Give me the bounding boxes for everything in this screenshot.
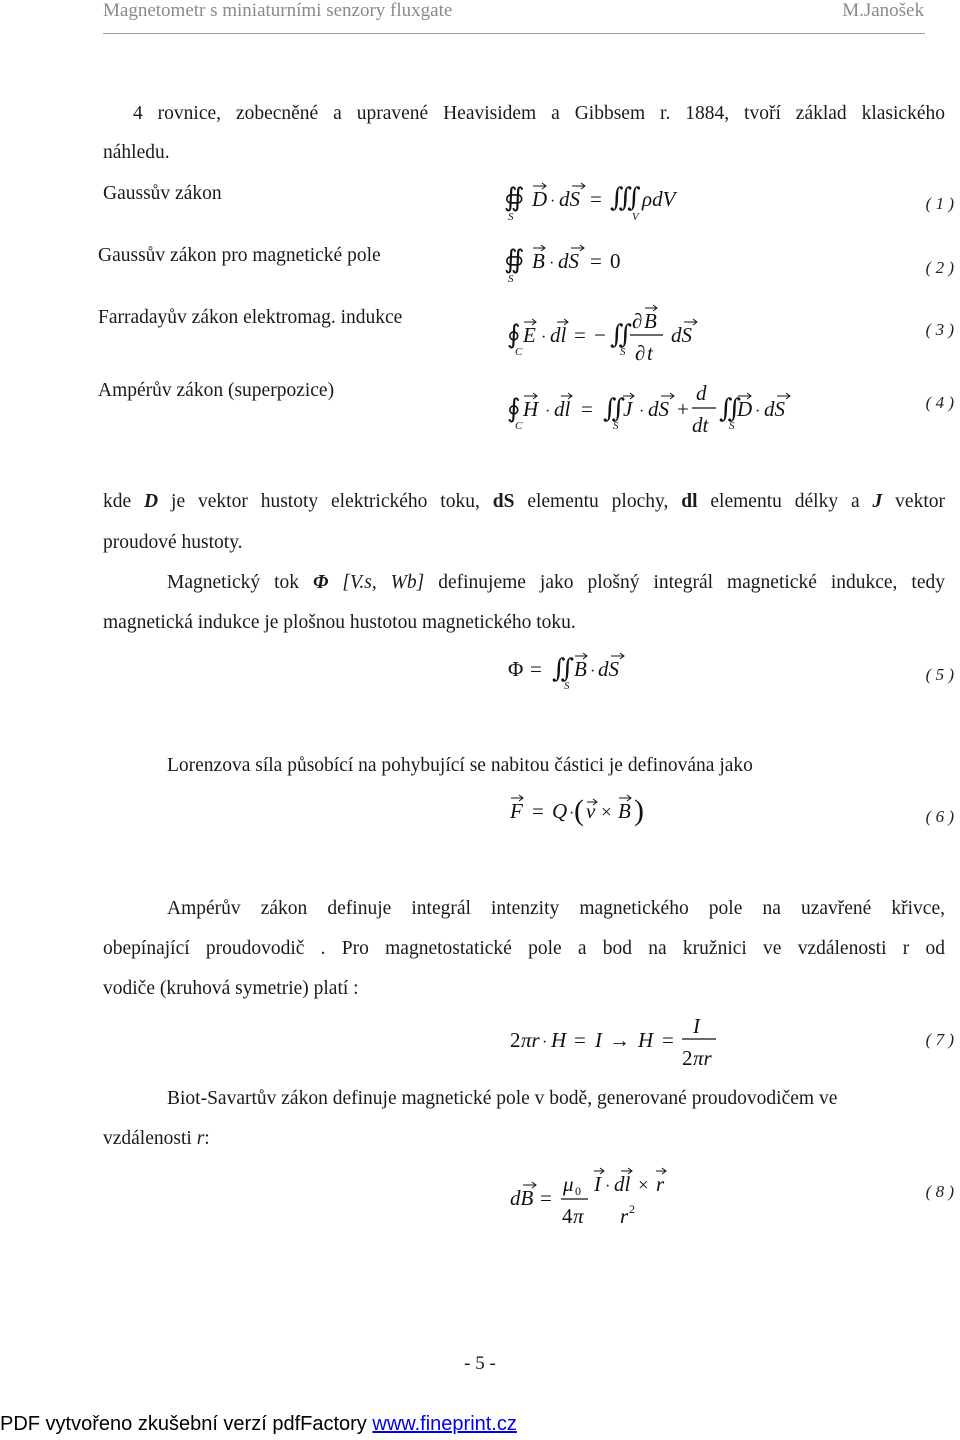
pdf-footer bbox=[0, 1413, 517, 1436]
svg-text:E: E bbox=[523, 323, 536, 347]
svg-text:C: C bbox=[515, 420, 523, 432]
para5-line-2: vzdálenosti r: bbox=[103, 1128, 210, 1149]
svg-text:×: × bbox=[601, 802, 612, 823]
svg-text:F: F bbox=[510, 799, 523, 823]
svg-text:∯: ∯ bbox=[504, 245, 525, 274]
svg-text:H: H bbox=[523, 397, 539, 421]
para2-line-2: magnetická indukce je plošnou hustotou magnetického toku. bbox=[103, 612, 576, 633]
intro-line-1: 4 rovnice, zobecněné a upravené Heavisidem a Gibbsem r. 1884, tvoří základ klasického bbox=[133, 103, 945, 124]
equation-7 bbox=[508, 1013, 728, 1073]
svg-text:B: B bbox=[532, 249, 545, 273]
svg-text:0: 0 bbox=[575, 1184, 581, 1198]
svg-text:v: v bbox=[586, 799, 596, 823]
eq7-number: ( 7 ) bbox=[925, 1030, 954, 1049]
svg-text:∬: ∬ bbox=[719, 394, 742, 423]
para5-line-1: Biot-Savartův zákon definuje magnetické pole v bodě, generované proudovodičem ve bbox=[167, 1088, 838, 1109]
footer-link[interactable]: www.fineprint.cz bbox=[372, 1413, 517, 1435]
svg-text:−: − bbox=[594, 323, 606, 347]
svg-text:S: S bbox=[620, 346, 626, 358]
equation-6 bbox=[508, 788, 648, 838]
svg-text:J: J bbox=[623, 397, 633, 421]
svg-text:V: V bbox=[632, 211, 639, 223]
svg-text:S: S bbox=[729, 420, 735, 432]
svg-text:·: · bbox=[545, 403, 551, 420]
svg-text:·: · bbox=[549, 255, 555, 272]
para2-line-1: Magnetický tok Φ [V.s, Wb] definujeme jako plošný integrál magnetické indukce, tedy bbox=[167, 572, 945, 593]
svg-text:πr: πr bbox=[693, 1046, 712, 1070]
svg-text:dl: dl bbox=[614, 1172, 631, 1196]
svg-text:·: · bbox=[569, 805, 575, 822]
svg-text:∂: ∂ bbox=[632, 309, 643, 333]
intro-line-2: náhledu. bbox=[103, 142, 170, 163]
eq1-label: Gaussův zákon bbox=[103, 183, 222, 204]
svg-text:=: = bbox=[530, 657, 542, 681]
svg-text:H: H bbox=[551, 1028, 567, 1052]
svg-text:∯: ∯ bbox=[504, 183, 525, 212]
eq2-number: ( 2 ) bbox=[925, 258, 954, 277]
svg-text:C: C bbox=[515, 346, 523, 358]
para4-line-2: obepínající proudovodič . Pro magnetostatické pole a bod na kružnici ve vzdálenosti r od bbox=[103, 938, 945, 959]
svg-text:πr: πr bbox=[521, 1028, 540, 1052]
svg-text:dS: dS bbox=[598, 657, 619, 681]
svg-text:Q: Q bbox=[552, 799, 568, 823]
svg-text:d: d bbox=[696, 381, 707, 405]
svg-text:·: · bbox=[639, 403, 645, 420]
svg-text:t: t bbox=[647, 341, 653, 365]
svg-text:=: = bbox=[540, 1186, 552, 1210]
eq3-number: ( 3 ) bbox=[925, 320, 954, 339]
svg-text:∮: ∮ bbox=[507, 394, 521, 423]
svg-text:+: + bbox=[677, 397, 689, 421]
svg-text:∬: ∬ bbox=[552, 654, 575, 683]
svg-text:S: S bbox=[564, 680, 570, 692]
svg-text:B: B bbox=[574, 657, 587, 681]
svg-text:∬: ∬ bbox=[603, 394, 626, 423]
svg-text:·: · bbox=[542, 1034, 548, 1051]
svg-text:·: · bbox=[550, 193, 556, 210]
svg-text:=: = bbox=[590, 249, 602, 273]
svg-text:I: I bbox=[595, 1028, 602, 1052]
eq1-number: ( 1 ) bbox=[925, 194, 954, 213]
para4-line-3: vodiče (kruhová symetrie) platí : bbox=[103, 978, 359, 999]
svg-text:=: = bbox=[532, 799, 544, 823]
svg-text:=: = bbox=[574, 323, 586, 347]
svg-text:π: π bbox=[573, 1204, 584, 1228]
svg-text:4: 4 bbox=[562, 1204, 573, 1228]
para4-line-1: Ampérův zákon definuje integrál intenzity magnetického pole na uzavřené křivce, bbox=[167, 898, 945, 919]
svg-text:): ) bbox=[634, 794, 644, 827]
svg-text:I: I bbox=[594, 1172, 601, 1196]
document-title: Magnetometr s miniaturními senzory fluxgate bbox=[103, 0, 453, 21]
svg-text:B: B bbox=[644, 309, 657, 333]
svg-text:dS: dS bbox=[671, 323, 692, 347]
svg-text:D: D bbox=[737, 397, 753, 421]
svg-text:dS: dS bbox=[764, 397, 785, 421]
svg-text:=: = bbox=[581, 397, 593, 421]
svg-text:∭: ∭ bbox=[610, 183, 641, 212]
svg-text:2: 2 bbox=[629, 1202, 635, 1216]
eq4-label: Ampérův zákon (superpozice) bbox=[98, 380, 335, 401]
svg-text:r: r bbox=[656, 1172, 665, 1196]
svg-text:∮: ∮ bbox=[507, 320, 521, 349]
equation-5 bbox=[508, 648, 638, 698]
svg-text:r: r bbox=[620, 1204, 629, 1228]
svg-text:dt: dt bbox=[692, 413, 709, 437]
svg-text:·: · bbox=[541, 329, 547, 346]
equation-4 bbox=[505, 372, 805, 442]
document-author: M.Janošek bbox=[842, 0, 924, 21]
svg-text:=: = bbox=[574, 1028, 586, 1052]
eq4-number: ( 4 ) bbox=[925, 393, 954, 412]
svg-text:D: D bbox=[532, 187, 548, 211]
svg-text:2: 2 bbox=[682, 1046, 693, 1070]
svg-text:S: S bbox=[508, 211, 514, 223]
equation-3 bbox=[505, 298, 725, 368]
svg-text:dS: dS bbox=[559, 187, 580, 211]
svg-text:=: = bbox=[590, 187, 602, 211]
svg-text:(: ( bbox=[574, 794, 584, 827]
svg-text:∬: ∬ bbox=[610, 320, 633, 349]
svg-text:·: · bbox=[590, 663, 596, 680]
para1-line-2: proudové hustoty. bbox=[103, 532, 243, 553]
svg-text:ρdV: ρdV bbox=[642, 187, 676, 211]
para3-line-1: Lorenzova síla působící na pohybující se nabitou částici je definována jako bbox=[167, 755, 753, 776]
svg-text:S: S bbox=[613, 420, 619, 432]
svg-text:·: · bbox=[755, 403, 761, 420]
equation-2 bbox=[500, 238, 640, 288]
equation-8 bbox=[508, 1163, 698, 1233]
eq5-number: ( 5 ) bbox=[925, 665, 954, 684]
svg-text:B: B bbox=[618, 799, 631, 823]
para1-line-1: kde D je vektor hustoty elektrického toku, dS elementu plochy, dl elementu délky a J vektor bbox=[103, 491, 945, 512]
svg-text:dl: dl bbox=[550, 323, 567, 347]
eq2-label: Gaussův zákon pro magnetické pole bbox=[98, 245, 381, 266]
page-number: - 5 - bbox=[464, 1353, 496, 1374]
svg-text:∂: ∂ bbox=[635, 341, 646, 365]
svg-text:H: H bbox=[638, 1028, 654, 1052]
svg-text:→: → bbox=[609, 1028, 630, 1052]
svg-text:·: · bbox=[605, 1178, 611, 1195]
svg-text:S: S bbox=[508, 273, 514, 285]
svg-text:×: × bbox=[638, 1175, 649, 1196]
eq6-number: ( 6 ) bbox=[925, 807, 954, 826]
svg-text:=: = bbox=[662, 1028, 674, 1052]
eq8-number: ( 8 ) bbox=[925, 1182, 954, 1201]
svg-text:0: 0 bbox=[610, 249, 621, 273]
header-rule bbox=[103, 33, 925, 34]
svg-text:2: 2 bbox=[510, 1028, 521, 1052]
footer-text: PDF vytvořeno zkušební verzí pdfFactory bbox=[0, 1413, 373, 1435]
svg-text:dS: dS bbox=[558, 249, 579, 273]
svg-text:dS: dS bbox=[648, 397, 669, 421]
svg-text:I: I bbox=[693, 1014, 700, 1038]
svg-text:μ: μ bbox=[563, 1172, 574, 1196]
svg-text:dl: dl bbox=[554, 397, 571, 421]
equation-1 bbox=[500, 176, 700, 226]
eq3-label: Farradayův zákon elektromag. indukce bbox=[98, 307, 403, 328]
svg-text:dB: dB bbox=[510, 1186, 534, 1210]
svg-text:Φ: Φ bbox=[508, 657, 524, 681]
